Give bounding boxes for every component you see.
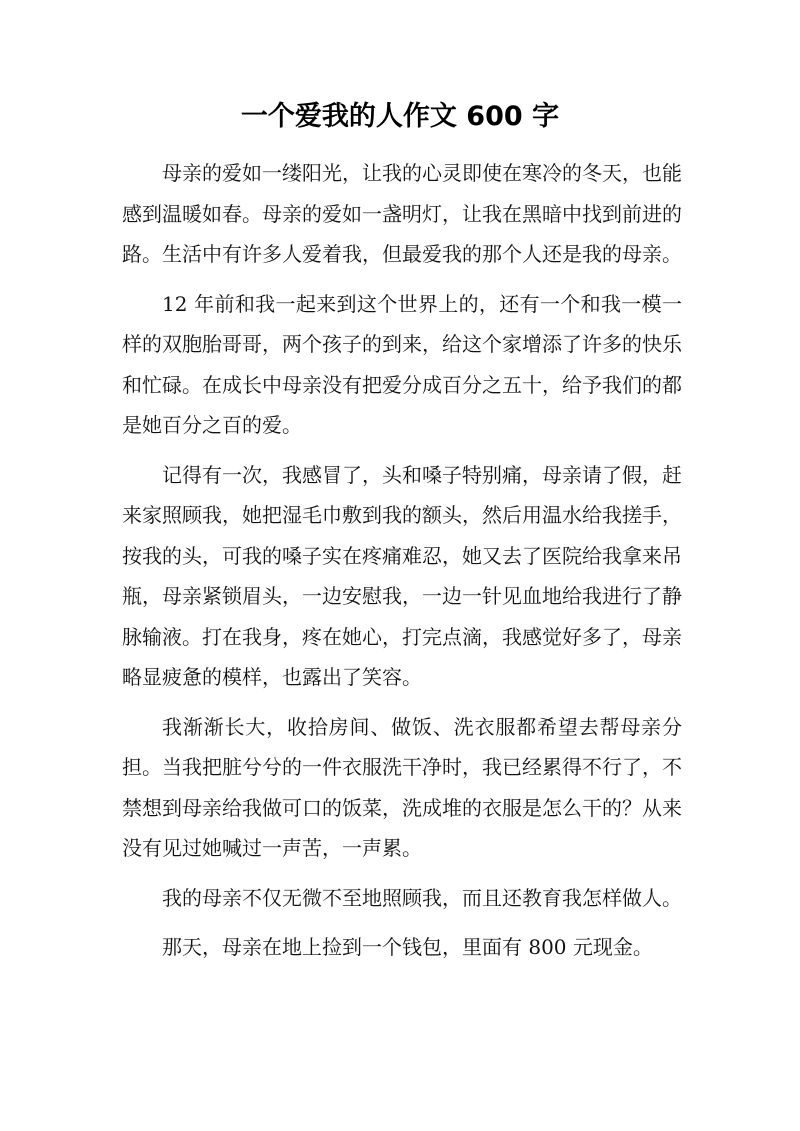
paragraph: 我渐渐长大，收拾房间、做饭、洗衣服都希望去帮母亲分担。当我把脏兮兮的一件衣服洗干净时，我已经累得不行了，不禁想到母亲给我做可口的饭菜，洗成堆的衣服是怎么干的？从来没有见过她喊过一声苦，一声累。 xyxy=(122,714,682,860)
paragraph: 12 年前和我一起来到这个世界上的，还有一个和我一模一样的双胞胎哥哥，两个孩子的到来，给这个家增添了许多的快乐和忙碌。在成长中母亲没有把爱分成百分之五十，给予我们的都是她百分之百的爱。 xyxy=(122,291,682,437)
essay-body xyxy=(122,153,682,977)
paragraph: 记得有一次，我感冒了，头和嗓子特别痛，母亲请了假，赶来家照顾我，她把湿毛巾敷到我的额头，然后用温水给我搓手，按我的头，可我的嗓子实在疼痛难忍，她又去了医院给我拿来吊瓶，母亲紧锁眉头，一边安慰我，一边一针见血地给我进行了静脉输液。打在我身，疼在她心，打完点滴，我感觉好多了，母亲略显疲惫的模样，也露出了笑容。 xyxy=(122,462,682,689)
paragraph: 我的母亲不仅无微不至地照顾我，而且还教育我怎样做人。 xyxy=(162,885,682,910)
essay-title: 一个爱我的人作文 600 字 xyxy=(240,101,560,132)
paragraph: 那天，母亲在地上捡到一个钱包，里面有 800 元现金。 xyxy=(162,935,653,959)
paragraph: 母亲的爱如一缕阳光，让我的心灵即使在寒冷的冬天，也能感到温暖如春。母亲的爱如一盏明灯，让我在黑暗中找到前进的路。生活中有许多人爱着我，但最爱我的那个人还是我的母亲。 xyxy=(122,161,682,266)
